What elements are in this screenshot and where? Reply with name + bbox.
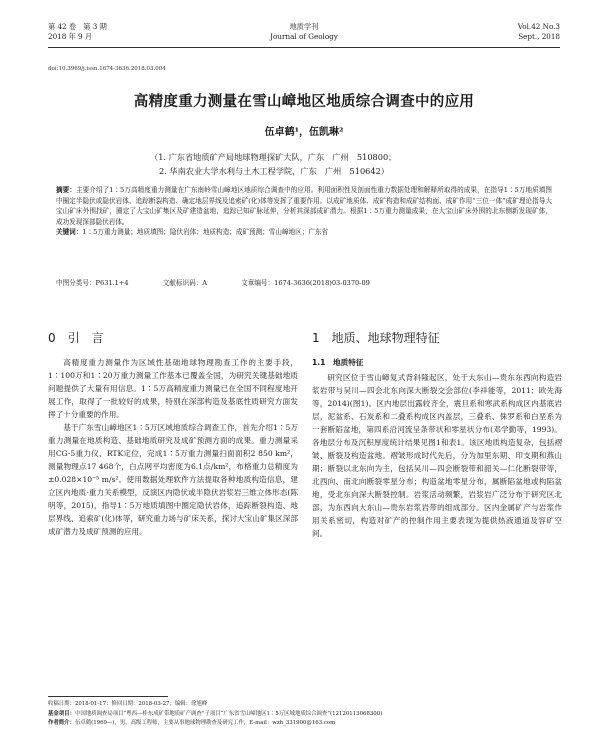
paragraph: 基于广东雪山嶂地区1∶5万区域地质综合调查工作，首先介绍1∶5万重力测量在地质构造、基础地质研究及成矿预测方面的成果。重力测量采用CG-5重力仪、RTK定位，完成1∶5万重力测量扫面面积2 850 km²，测量物理点17 468个，白点网平均密度为6.1点/km²，布格重力总精度为±0.028×10⁻⁵ m/s²。使用数据处理软件方法提取各种地质构造信息，建立区内地质-重力关系模型，反演区内隐伏或半隐伏岩浆岩三维立体形态(陈明等，2015)，指导1∶5万地质填图中圈定隐伏岩体，追踪断裂构造、地层界线、追索矿(化)体等，研究重力场与矿床关系，探讨大宝山矿集区深部成矿潜力及成矿预测的应用。 — [48, 423, 298, 536]
affiliation-1: （1. 广东省地质矿产局地球物理探矿大队，广东 广州 510800； — [150, 152, 397, 162]
journal-name-cn: 地质学刊 — [289, 22, 319, 31]
author-bio-label: 作者简介： — [48, 720, 75, 726]
header-center — [48, 22, 560, 42]
article-number: 文章编号：1674-3636(2018)03-0370-09 — [241, 279, 370, 287]
fund-text: 中国地质调查局项目“粤西—桂东成矿带地质矿产调查”子项目“广东省雪山嶂地区1∶5万区域地质综合调查”(12120113068300) — [74, 710, 383, 717]
running-header — [48, 22, 560, 52]
fund-label: 基金项目： — [48, 710, 75, 717]
header-rule — [48, 47, 560, 48]
section-heading-geology: 1 地质、地球物理特征 — [312, 331, 440, 345]
issue-date-en: Sept., 2018 — [518, 32, 560, 41]
abstract-block — [56, 185, 552, 238]
received-date: 收稿日期：2018-01-17；修回日期：2018-03-27；编辑：徐旭峰 — [48, 701, 208, 707]
left-column — [48, 328, 298, 538]
author-bio-text: 伍卓鹤(1969—)，男，高级工程师，主要从事地球物理勘查及研究工作，E-mail：wzh_331900@163.com — [74, 720, 336, 726]
issue-date: 2018 年 9 月 — [48, 32, 93, 41]
volume-issue-en: Vol.42 No.3 — [517, 22, 560, 31]
authors: 伍卓鹤¹，伍凯琳² — [264, 127, 344, 138]
keywords-text: 1∶5万重力测量；地质填图；隐伏岩体；地质构造；成矿预测；雪山嶂地区；广东省 — [82, 228, 329, 237]
keywords — [56, 227, 552, 238]
document-code: 文献标识码：A — [162, 279, 208, 287]
doi: doi:10.3969/j.issn.1674-3636.2018.03.004 — [48, 66, 166, 72]
abstract-label: 摘要： — [56, 186, 76, 194]
keywords-label: 关键词： — [56, 228, 83, 237]
abstract-text: 主要介绍了1∶5万高精度重力测量在广东南岭雪山嶂地区地质综合调查中的应用。利用面积性及剖面性重力数据处理和解释所取得的成果，在指导1∶5万地质填图中圈定半隐伏或隐伏岩体、追踪断裂构造、确定地层界线及追索矿(化)体等发挥了重要作用。以成矿地质体、成矿构造和成矿结构面、成矿作用“三位一体”成矿理论指导大宝山矿床外围找矿，圈定了大宝山矿集区及矿建造盆地，追踪已知矿脉延伸，分析其深部成矿潜力。根据1∶5万重力测量成果，在大宝山矿床外围的北东侧新发现矿体，成功发现深部隐伏岩体。 — [56, 186, 553, 226]
footnote-rule — [48, 696, 168, 697]
header-right — [518, 22, 560, 42]
paper-title: 高精度重力测量在雪山嶂地区地质综合调查中的应用 — [133, 94, 475, 110]
author-bio — [48, 719, 560, 729]
fund-info — [48, 710, 560, 720]
section-heading-introduction: 0 引 言 — [48, 331, 104, 345]
abstract — [56, 185, 552, 227]
clc-number: 中图分类号：P631.1+4 — [56, 279, 129, 287]
paragraph: 研究区位于雪山嶂复式背斜隆起区，处于大东山—贵东东西向构造岩浆岩带与吴川—四会北东向深大断裂交会部位(李祥能等，2011；欧先海等，2014)(图1)。区内地层出露较齐全，震旦系和寒武系构成区内基底岩层，泥盆系、石炭系和二叠系构成区内盖层，三叠系、侏罗系和白垩系为一套断陷盆地，第四系沿河流呈条带状和零星状分布(邓学勤等，1993)。各地层分布及沉积厚度统计结果见图1和表1。该区地质构造复杂，包括褶皱、断裂及构造盆地。褶皱形成时代先后，分为加里东期、印支期和燕山期；断裂以北东向为主，包括吴川—四会断裂带和韶关—仁化断裂带等，北西向、南北向断裂零星分布；构造盆地零星分布，属断陷盆地或构陷盆地，受北东向深大断裂控制。岩浆活动频繁，岩浆岩广泛分布于研究区北部，为东西向大东山—贵东岩浆岩带的组成部分。区内金属矿产与岩浆作用关系密切，构造对矿产的控制作用主要表现为提供热液通道及容矿空间。 — [312, 373, 562, 538]
paragraph: 高精度重力测量作为区域性基础地球物理勘查工作的主要手段，1∶100万和1∶20万重力测量工作基本已覆盖全国，为研究关键基础地质问题提供了大量有用信息。1∶5万高精度重力测量已在全国不同程度地开展工作，取得了一批较好的成果，特别在深部构造及基底性质研究方面发挥了十分重要的作用。 — [48, 358, 298, 419]
footnote — [48, 696, 560, 729]
affiliation-2: 2. 华南农业大学水利与土木工程学院，广东 广州 510642） — [159, 166, 389, 176]
classification-line — [56, 278, 552, 288]
volume-issue: 第 42 卷 第 3 期 — [48, 22, 107, 31]
affiliations — [150, 150, 510, 178]
right-column — [312, 328, 562, 540]
journal-name-en: Journal of Geology — [270, 32, 338, 41]
subsection-heading: 1.1 地质特征 — [312, 358, 364, 367]
